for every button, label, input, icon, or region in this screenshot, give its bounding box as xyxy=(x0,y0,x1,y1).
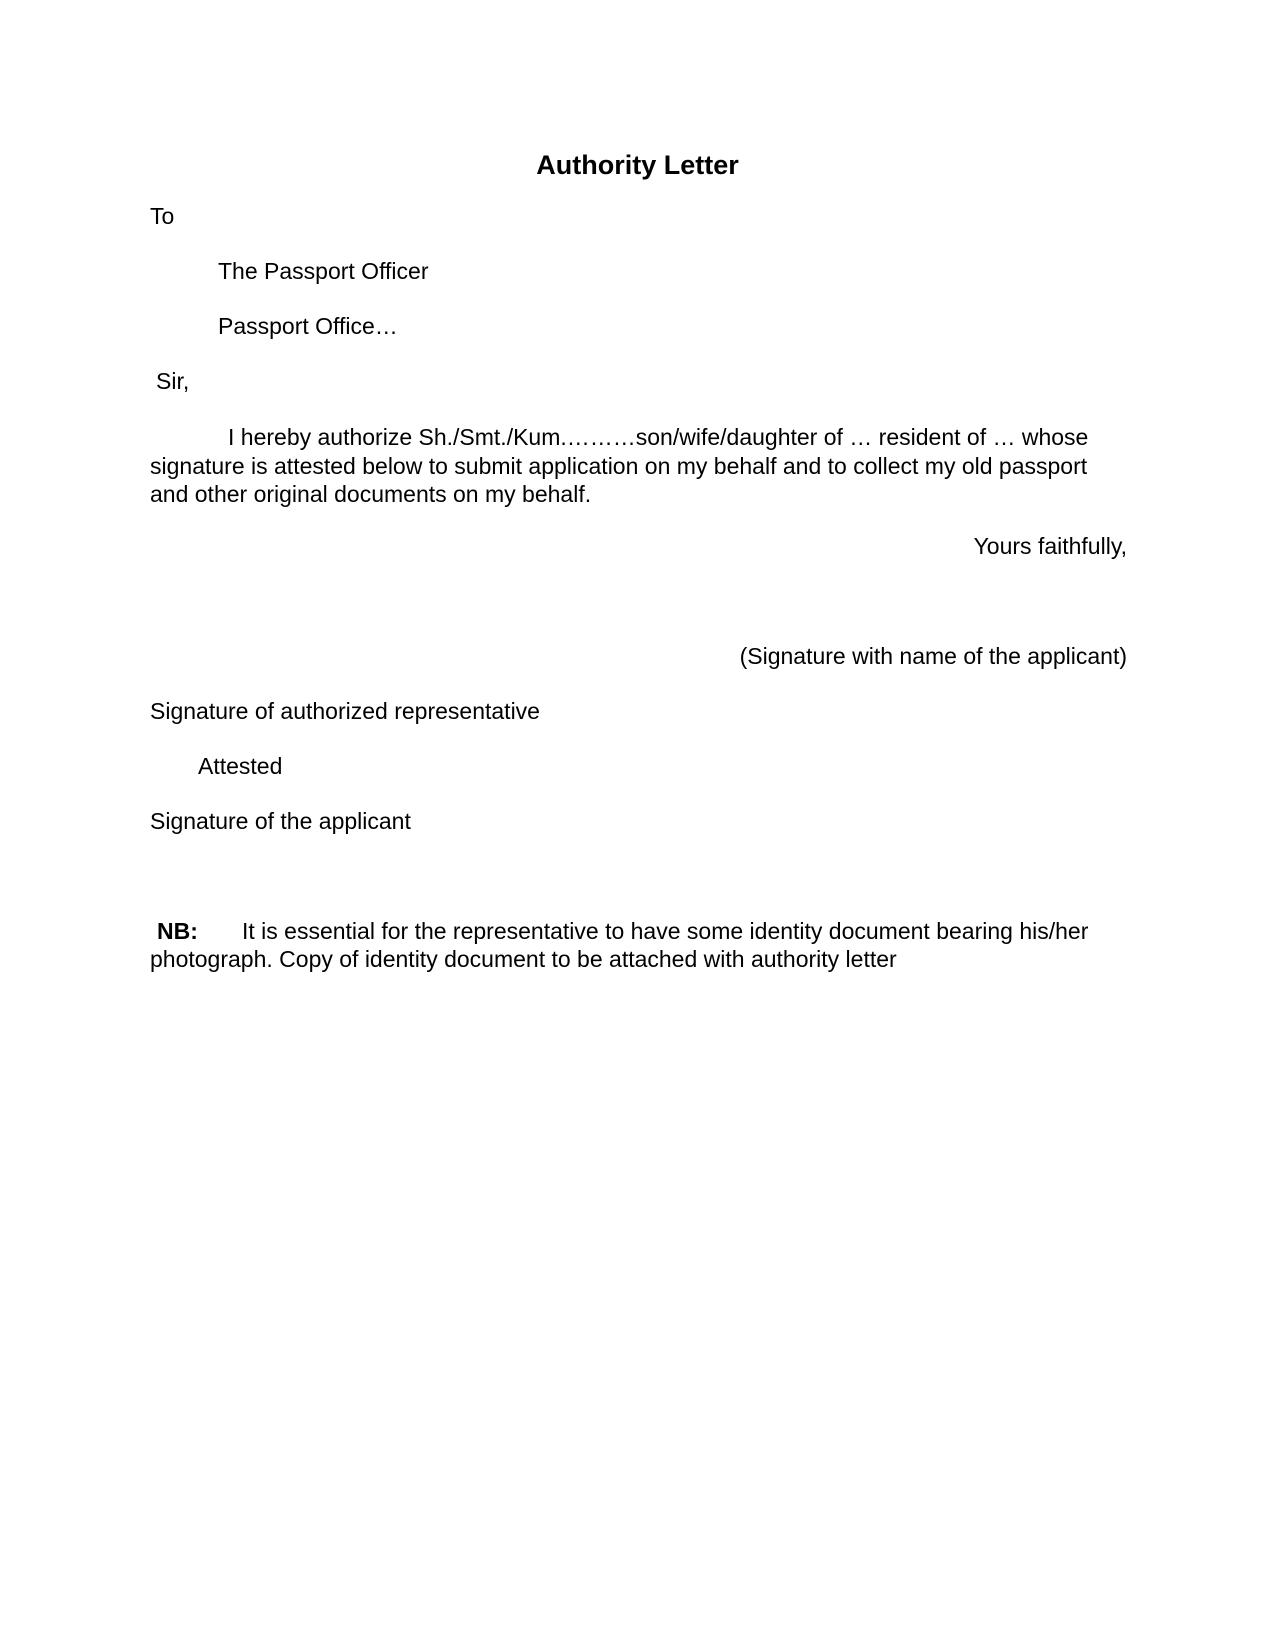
applicant-signature-label: (Signature with name of the applicant) xyxy=(739,643,1127,669)
body-text: I hereby authorize Sh./Smt./Kum.………son/wife/daughter of … resident of … whose signature is attested below to submit application on my behalf and to collect my old passport and other original documents on my behalf. xyxy=(150,424,1089,507)
nb-note xyxy=(150,917,1130,973)
salutation: Sir, xyxy=(156,368,190,394)
addressee-line-1: The Passport Officer xyxy=(218,258,429,284)
page-title: Authority Letter xyxy=(536,150,739,180)
closing: Yours faithfully, xyxy=(973,533,1127,559)
applicant-signature-attest-label: Signature of the applicant xyxy=(150,808,411,834)
representative-signature-label: Signature of authorized representative xyxy=(150,698,540,724)
nb-text: It is essential for the representative to have some identity document bearing his/her photograph. Copy of identity document to be attached with authority letter xyxy=(150,918,1089,972)
addressee-line-2: Passport Office… xyxy=(218,313,398,339)
body-paragraph xyxy=(150,423,1130,509)
nb-label: NB: xyxy=(157,918,198,944)
to-label: To xyxy=(150,203,175,229)
attested-label: Attested xyxy=(198,753,283,779)
